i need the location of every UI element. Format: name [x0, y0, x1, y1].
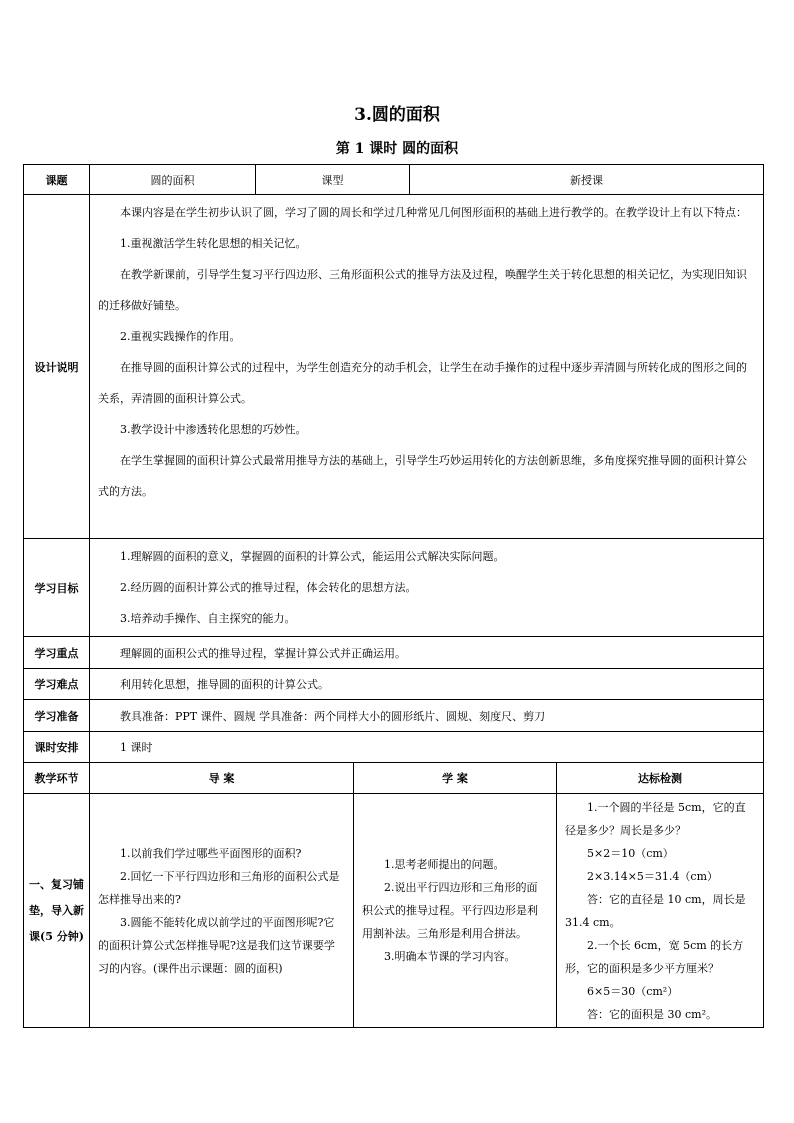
- header-study: 学 案: [354, 763, 557, 794]
- study-item: 1.思考老师提出的问题。: [384, 858, 505, 871]
- prep-row: [24, 700, 764, 732]
- header-guide: 导 案: [90, 763, 354, 794]
- goals-content: [90, 539, 764, 637]
- design-paragraph: 1.重视激活学生转化思想的相关记忆。: [120, 237, 307, 250]
- header-check: 达标检测: [557, 763, 764, 794]
- guide-item: 3.圆能不能转化成以前学过的平面图形呢?它的面积计算公式怎样推导呢?这是我们这节课要学习的内容。(课件出示课题：圆的面积): [98, 915, 335, 975]
- process-header-row: [24, 763, 764, 794]
- guide-item: 2.回忆一下平行四边形和三角形的面积公式是怎样推导出来的?: [98, 869, 340, 906]
- design-paragraph: 在推导圆的面积计算公式的过程中，为学生创造充分的动手机会，让学生在动手操作的过程中逐步弄清圆与所转化成的图形之间的关系，弄清圆的面积计算公式。: [98, 361, 747, 405]
- check-item: 答：它的直径是 10 cm，周长是 31.4 cm。: [565, 893, 746, 929]
- goals-row: [24, 539, 764, 637]
- design-label: 设计说明: [24, 195, 90, 539]
- goals-label: 学习目标: [24, 539, 90, 637]
- guide-item: 1.以前我们学过哪些平面图形的面积?: [120, 846, 302, 860]
- difficulty-row: [24, 669, 764, 700]
- key-point-row: [24, 637, 764, 669]
- difficulty-text: 利用转化思想，推导圆的面积的计算公式。: [90, 669, 764, 700]
- check-item: 5×2＝10（cm）: [587, 847, 674, 860]
- goal-item: 2.经历圆的面积计算公式的推导过程，体会转化的思想方法。: [120, 581, 417, 594]
- topic-label: 课题: [24, 165, 90, 195]
- topic-row: [24, 165, 764, 195]
- section1-guide: [90, 794, 354, 1028]
- schedule-row: [24, 732, 764, 763]
- header-stage: 教学环节: [24, 763, 90, 794]
- schedule-text: 1 课时: [90, 732, 764, 763]
- check-item: 2.一个长 6cm，宽 5cm 的长方形，它的面积是多少平方厘米？: [565, 939, 744, 975]
- document-title: 3.圆的面积: [354, 105, 440, 125]
- difficulty-label: 学习难点: [24, 669, 90, 700]
- check-item: 1.一个圆的半径是 5cm，它的直径是多少？周长是多少？: [565, 801, 746, 837]
- check-item: 答：它的面积是 30 cm²。: [587, 1008, 717, 1021]
- design-paragraph: 2.重视实践操作的作用。: [120, 330, 241, 343]
- topic-value: 圆的面积: [90, 165, 256, 195]
- type-value: 新授课: [410, 165, 764, 195]
- study-item: 3.明确本节课的学习内容。: [384, 950, 516, 963]
- lesson-plan-table: [23, 164, 764, 1028]
- schedule-label: 课时安排: [24, 732, 90, 763]
- design-paragraph: 本课内容是在学生初步认识了圆，学习了圆的周长和学过几种常见几何图形面积的基础上进行教学的。在教学设计上有以下特点：: [120, 206, 747, 219]
- check-item: 2×3.14×5＝31.4（cm）: [587, 870, 719, 883]
- goal-item: 1.理解圆的面积的意义，掌握圆的面积的计算公式，能运用公式解决实际问题。: [120, 550, 505, 563]
- section1-stage: [24, 794, 90, 1028]
- study-item: 2.说出平行四边形和三角形的面积公式的推导过程。平行四边形是利用割补法。三角形是利用合拼法。: [362, 881, 538, 940]
- design-paragraph: 在教学新课前，引导学生复习平行四边形、三角形面积公式的推导方法及过程，唤醒学生关于转化思想的相关记忆，为实现旧知识的迁移做好铺垫。: [98, 268, 747, 312]
- design-content: [90, 195, 764, 539]
- type-label: 课型: [256, 165, 410, 195]
- design-paragraph: 3.教学设计中渗透转化思想的巧妙性。: [120, 423, 307, 436]
- section1-name: 一、复习铺垫，导入新课(5 分钟): [29, 877, 84, 943]
- key-point-label: 学习重点: [24, 637, 90, 669]
- key-point-text: 理解圆的面积公式的推导过程，掌握计算公式并正确运用。: [90, 637, 764, 669]
- design-paragraph: 在学生掌握圆的面积计算公式最常用推导方法的基础上，引导学生巧妙运用转化的方法创新思维，多角度探究推导圆的面积计算公式的方法。: [98, 454, 747, 498]
- section1-study: [354, 794, 557, 1028]
- goal-item: 3.培养动手操作、自主探究的能力。: [120, 612, 296, 625]
- lesson-subtitle: 第 1 课时 圆的面积: [335, 141, 459, 157]
- prep-label: 学习准备: [24, 700, 90, 732]
- check-item: 6×5＝30（cm²）: [587, 985, 679, 998]
- prep-text: 教具准备：PPT 课件、圆规 学具准备：两个同样大小的圆形纸片、圆规、刻度尺、剪刀: [90, 700, 764, 732]
- design-row: [24, 195, 764, 539]
- section1-row: [24, 794, 764, 1028]
- section1-check: [557, 794, 764, 1028]
